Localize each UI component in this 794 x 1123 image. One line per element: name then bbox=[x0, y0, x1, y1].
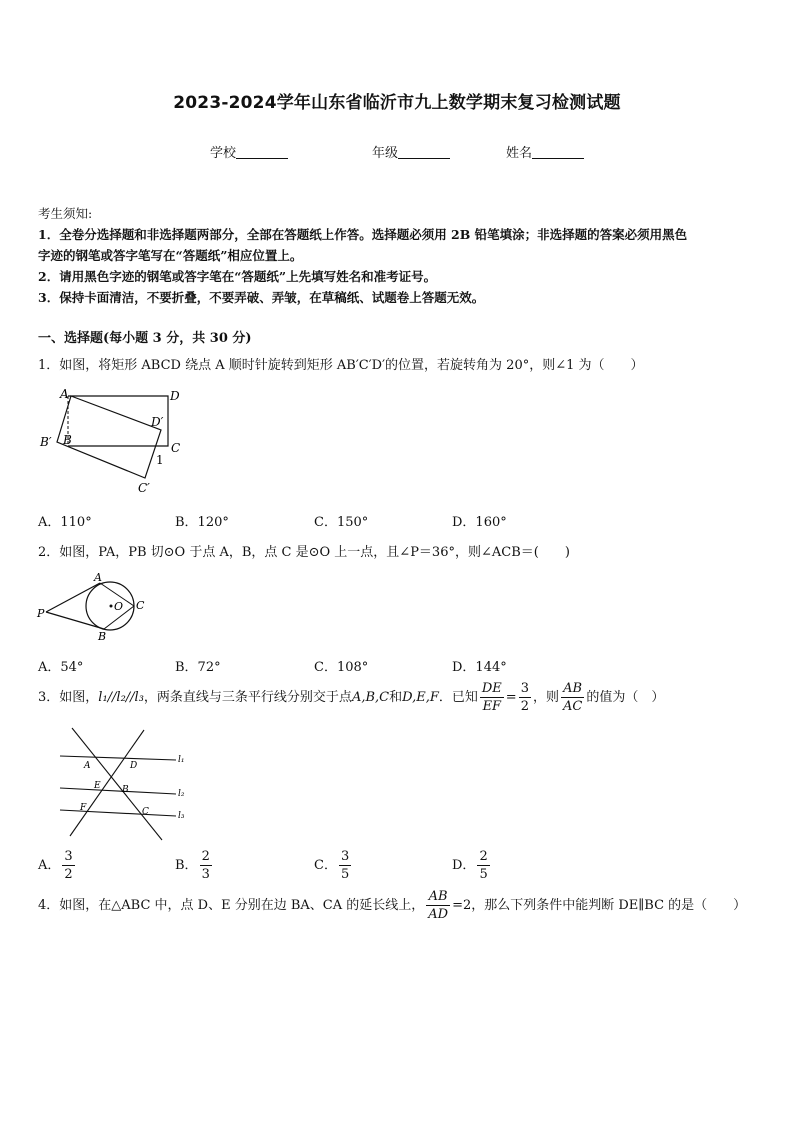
q4-frac-den: AD bbox=[428, 907, 449, 922]
q2-option-c[interactable]: C．108° bbox=[314, 660, 369, 675]
q1-label-cp: C′ bbox=[138, 481, 150, 495]
q3-frac1-den: EF bbox=[482, 699, 502, 714]
note-1b: 字迹的钢笔或答字笔写在“答题纸”相应位置上。 bbox=[38, 248, 303, 263]
note-1a: 1．全卷分选择题和非选择题两部分，全部在答题纸上作答。选择题必须用 2B 铅笔填涂；非选择题的答案必须用黑色 bbox=[38, 227, 688, 242]
q1-label-a: A bbox=[60, 387, 69, 401]
school-label: 学校 bbox=[210, 146, 237, 161]
page-title: 2023-2024学年山东省临沂市九上数学期末复习检测试题 bbox=[173, 93, 621, 113]
q3-label-d: D bbox=[130, 761, 138, 771]
q3-option-c[interactable] bbox=[314, 848, 353, 883]
q2-option-d[interactable]: D．144° bbox=[452, 660, 507, 675]
q3-and: 和 bbox=[389, 690, 403, 705]
q4-frac-ab-ad bbox=[426, 888, 450, 923]
q3-known: ．已知 bbox=[438, 690, 478, 705]
grade-blank[interactable] bbox=[398, 146, 450, 159]
grade-field[interactable] bbox=[372, 142, 450, 161]
q3-option-a-den: 2 bbox=[64, 867, 73, 882]
school-blank[interactable] bbox=[236, 146, 288, 159]
q3-line-l3 bbox=[60, 810, 176, 816]
q3-label-l2: l₂ bbox=[178, 789, 185, 799]
q4-text-post: =2，那么下列条件中能判断 DE∥BC 的是（ ） bbox=[452, 898, 747, 913]
name-label: 姓名 bbox=[506, 146, 533, 161]
q3-frac2-num: 3 bbox=[520, 681, 529, 696]
q3-option-b[interactable] bbox=[175, 848, 214, 883]
q2-tangent-pa bbox=[46, 583, 100, 612]
q3-lines-rel: l₁//l₂//l₃ bbox=[98, 690, 144, 705]
q1-rectangle-rotated bbox=[57, 396, 161, 478]
q1-label-d: D bbox=[170, 389, 180, 403]
q1-text: 1．如图，将矩形 ABCD 绕点 A 顺时针旋转到矩形 AB′C′D′的位置，若旋转角为 20°，则∠1 为（ ） bbox=[38, 358, 644, 373]
grade-label: 年级 bbox=[372, 146, 399, 161]
q1-option-a[interactable]: A．110° bbox=[38, 515, 92, 530]
q3-label-e: E bbox=[94, 781, 101, 791]
q3-option-a-letter: A． bbox=[38, 858, 61, 873]
q3-frac3-num: AB bbox=[561, 680, 584, 698]
q3-label-l1: l₁ bbox=[178, 755, 185, 765]
q1-option-b[interactable]: B．120° bbox=[175, 515, 229, 530]
q2-label-b: B bbox=[98, 630, 107, 642]
q3-transversal-def bbox=[70, 730, 144, 836]
q3-frac-de-ef bbox=[480, 680, 504, 715]
q1-label-bp: B′ bbox=[40, 435, 52, 449]
q3-option-d-letter: D． bbox=[452, 858, 476, 873]
q3-label-b: B bbox=[122, 785, 129, 795]
note-3: 3．保持卡面清洁，不要折叠，不要弄破、弄皱，在草稿纸、试题卷上答题无效。 bbox=[38, 290, 485, 305]
q1-label-b: B bbox=[63, 433, 72, 447]
q3-option-a-frac bbox=[62, 848, 74, 883]
q3-option-d-den: 5 bbox=[479, 867, 488, 882]
q3-option-b-num: 2 bbox=[201, 849, 210, 864]
q3-label-c: C bbox=[142, 807, 149, 817]
q3-text-mid: ，两条直线与三条平行线分别交于点 bbox=[143, 690, 352, 705]
q3-frac-3-2 bbox=[519, 680, 531, 715]
q3-points-2: D,E,F bbox=[402, 690, 439, 705]
q2-center-dot bbox=[110, 605, 113, 608]
q3-option-c-frac bbox=[339, 848, 351, 883]
name-blank[interactable] bbox=[532, 146, 584, 159]
q3-label-a: A bbox=[84, 761, 91, 771]
q3-label-f: F bbox=[80, 803, 87, 813]
q1-option-c[interactable]: C．150° bbox=[314, 515, 369, 530]
q3-option-a[interactable] bbox=[38, 848, 77, 883]
q4-text bbox=[38, 888, 746, 923]
q1-label-dp: D′ bbox=[151, 415, 164, 429]
q2-label-c: C bbox=[136, 599, 145, 612]
q1-figure bbox=[38, 384, 198, 496]
q3-tail: 的值为（ ） bbox=[586, 690, 665, 705]
q2-figure bbox=[36, 570, 156, 642]
q3-frac1-num: DE bbox=[481, 681, 502, 696]
note-2: 2．请用黑色字迹的钢笔或答字笔在“答题纸”上先填写姓名和准考证号。 bbox=[38, 269, 437, 284]
q2-tangent-pb bbox=[46, 612, 104, 629]
q3-eq: = bbox=[505, 690, 517, 705]
q3-transversal-adc bbox=[72, 728, 162, 840]
q3-figure bbox=[54, 726, 194, 842]
school-field[interactable] bbox=[210, 142, 288, 161]
q3-option-d[interactable] bbox=[452, 848, 492, 883]
q3-option-c-num: 3 bbox=[340, 849, 350, 864]
q2-label-o: O bbox=[114, 600, 124, 613]
q3-line-l1 bbox=[60, 756, 176, 760]
q3-option-b-letter: B． bbox=[175, 858, 198, 873]
q3-option-d-num: 2 bbox=[479, 849, 488, 864]
q3-points-1: A,B,C bbox=[351, 690, 390, 705]
q3-option-b-den: 3 bbox=[201, 867, 210, 882]
q2-label-p: P bbox=[37, 607, 45, 620]
q3-option-d-frac bbox=[477, 848, 489, 883]
notes-heading: 考生须知: bbox=[38, 206, 93, 221]
exam-notes bbox=[38, 203, 760, 308]
q3-text-pre: 3．如图， bbox=[38, 690, 99, 705]
q2-text: 2．如图，PA，PB 切⊙O 于点 A，B，点 C 是⊙O 上一点，且∠P＝36°，则∠ACB＝( ) bbox=[38, 545, 570, 560]
q3-option-c-letter: C． bbox=[314, 858, 337, 873]
q3-label-l3: l₃ bbox=[178, 811, 185, 821]
q3-option-a-num: 3 bbox=[64, 849, 73, 864]
q2-label-a: A bbox=[94, 571, 102, 584]
q3-option-c-den: 5 bbox=[340, 867, 350, 882]
name-field[interactable] bbox=[506, 142, 584, 161]
q2-option-a[interactable]: A．54° bbox=[38, 660, 84, 675]
q1-label-c: C bbox=[171, 441, 181, 455]
q3-text bbox=[38, 680, 664, 715]
q3-option-b-frac bbox=[200, 848, 212, 883]
q4-text-pre: 4．如图，在△ABC 中，点 D、E 分别在边 BA、CA 的延长线上， bbox=[38, 898, 425, 913]
q3-frac2-den: 2 bbox=[520, 699, 529, 714]
q3-line-l2 bbox=[60, 788, 176, 794]
section-heading: 一、选择题(每小题 3 分，共 30 分) bbox=[38, 331, 252, 346]
q3-frac3-den: AC bbox=[562, 699, 583, 714]
q2-option-b[interactable]: B．72° bbox=[175, 660, 221, 675]
q4-frac-num: AB bbox=[426, 888, 450, 906]
q1-option-d[interactable]: D．160° bbox=[452, 515, 507, 530]
q3-frac-ab-ac bbox=[561, 680, 584, 715]
q1-label-1: 1 bbox=[156, 453, 164, 467]
q3-then: ，则 bbox=[532, 690, 559, 705]
